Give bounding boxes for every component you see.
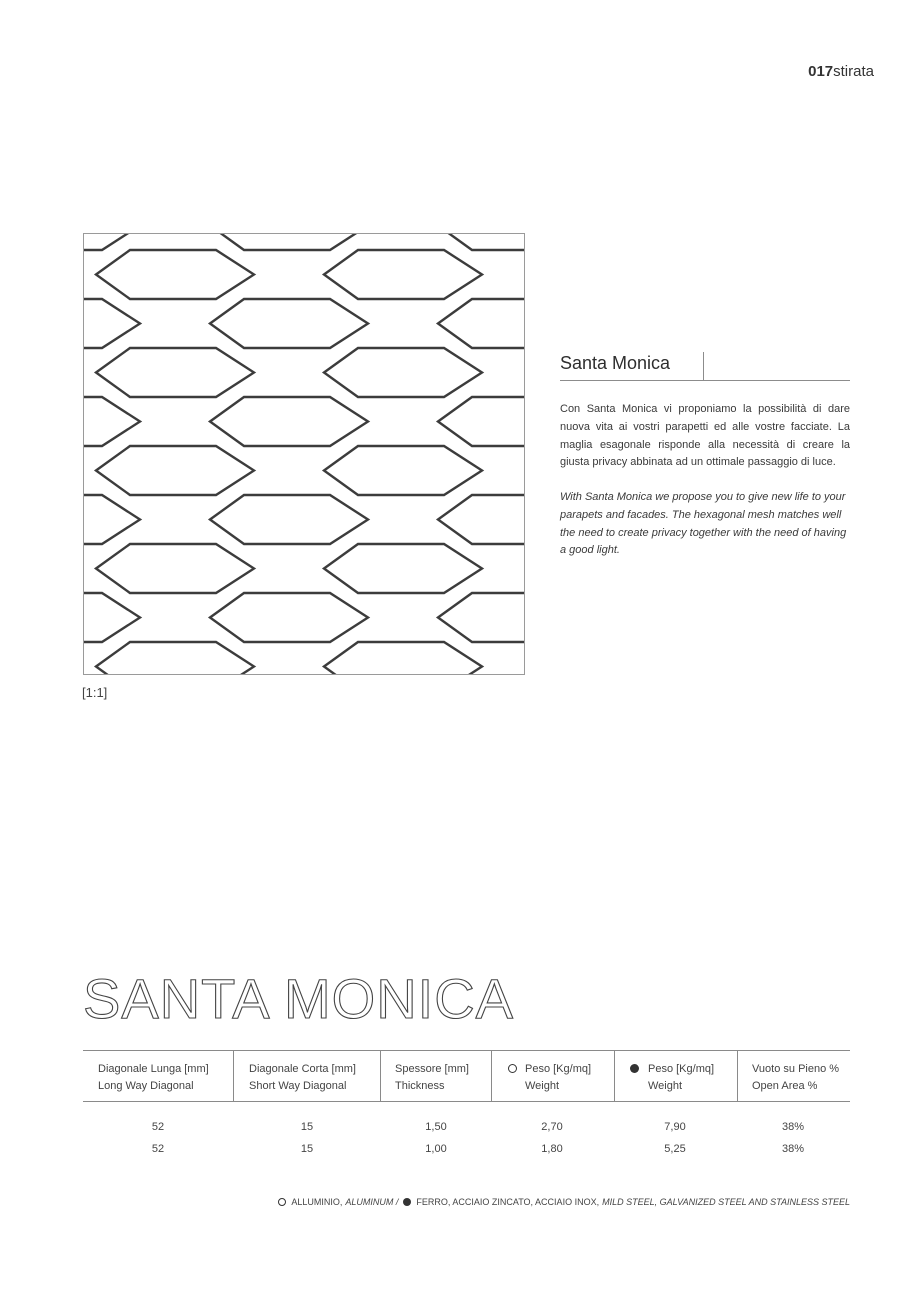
- mesh-cell: [84, 234, 140, 250]
- table-cell: 15: [300, 1121, 314, 1133]
- header-it: Diagonale Lunga [mm]: [98, 1063, 209, 1075]
- header-en: Open Area %: [752, 1080, 818, 1092]
- header-en: Thickness: [395, 1080, 445, 1092]
- mesh-cell: [438, 299, 524, 348]
- page-section: stirata: [833, 63, 874, 80]
- mesh-cell: [324, 642, 482, 674]
- material-legend: [278, 1197, 850, 1207]
- mesh-cell: [96, 642, 254, 674]
- mesh-cell: [438, 593, 524, 642]
- product-name: Santa Monica: [560, 353, 671, 373]
- mesh-cell: [96, 348, 254, 397]
- mesh-cell: [84, 397, 140, 446]
- table-cell: 5,25: [664, 1143, 686, 1155]
- product-heading: [560, 352, 850, 381]
- mesh-cell: [84, 495, 140, 544]
- header-long-diagonal: [83, 1051, 233, 1101]
- header-en: Short Way Diagonal: [249, 1080, 347, 1092]
- mesh-cell: [438, 495, 524, 544]
- mesh-cell: [438, 234, 524, 250]
- mesh-cell: [324, 250, 482, 299]
- mesh-cell: [210, 495, 368, 544]
- header-weight-steel: [614, 1051, 737, 1101]
- mesh-cell: [96, 250, 254, 299]
- legend-aluminium: ALLUMINIO,: [291, 1197, 343, 1207]
- header-it: Vuoto su Pieno %: [752, 1063, 840, 1075]
- big-title: SANTA MONICA: [83, 967, 515, 1030]
- product-photo: [83, 233, 525, 675]
- mesh-cell: [210, 593, 368, 642]
- filled-circle-icon: [630, 1064, 639, 1073]
- header-short-diagonal: [233, 1051, 380, 1101]
- header-en: Weight: [525, 1080, 560, 1092]
- table-cell: 15: [300, 1143, 314, 1155]
- header-en: Long Way Diagonal: [98, 1080, 194, 1092]
- spec-table-header: [83, 1050, 850, 1102]
- legend-steel: FERRO, ACCIAIO ZINCATO, ACCIAIO INOX,: [416, 1197, 600, 1207]
- heading-divider: [703, 352, 704, 380]
- table-cell: 1,50: [425, 1121, 447, 1133]
- mesh-cell: [438, 397, 524, 446]
- mesh-cell: [84, 299, 140, 348]
- header-it: Spessore [mm]: [395, 1063, 469, 1075]
- page-number-value: 017: [808, 63, 834, 80]
- table-cell: 2,70: [541, 1121, 563, 1133]
- header-it: Diagonale Corta [mm]: [249, 1063, 356, 1075]
- header-weight-aluminium: [491, 1051, 614, 1101]
- legend-aluminium-en: ALUMINUM /: [345, 1197, 399, 1207]
- header-it: Peso [Kg/mq]: [525, 1063, 592, 1075]
- mesh-cell: [324, 446, 482, 495]
- mesh-cell: [210, 397, 368, 446]
- header-en: Weight: [648, 1080, 683, 1092]
- mesh-cell: [84, 593, 140, 642]
- table-cell: 1,00: [425, 1143, 447, 1155]
- hexagonal-mesh-icon: [84, 234, 524, 674]
- mesh-cell: [96, 446, 254, 495]
- table-cell: 52: [151, 1121, 165, 1133]
- header-thickness: [380, 1051, 491, 1101]
- mesh-cell: [324, 348, 482, 397]
- description-english: With Santa Monica we propose you to give new life to your parapets and facades. The hexagonal mesh matches well the need to create privacy together with the need of having a good light.: [560, 491, 847, 557]
- scale-label: [1:1]: [82, 685, 108, 700]
- mesh-cell: [324, 544, 482, 593]
- legend-steel-en: MILD STEEL, GALVANIZED STEEL AND STAINLESS STEEL: [602, 1197, 850, 1207]
- open-circle-icon: [278, 1198, 286, 1206]
- mesh-cell: [96, 544, 254, 593]
- table-cell: 38%: [781, 1143, 805, 1155]
- mesh-cell: [210, 234, 368, 250]
- table-cell: 52: [151, 1143, 165, 1155]
- description-italian: Con Santa Monica vi proponiamo la possibilità di dare nuova vita ai vostri parapetti ed alle vostre facciate. La maglia esagonale risponde alla necessità di creare la giusta privacy abbinata ad un ottimale passaggio di luce.: [560, 403, 850, 469]
- table-cell: 1,80: [541, 1143, 563, 1155]
- filled-circle-icon: [403, 1198, 411, 1206]
- header-it: Peso [Kg/mq]: [648, 1063, 715, 1075]
- mesh-cell: [210, 299, 368, 348]
- header-open-area: [737, 1051, 850, 1101]
- table-cell: 38%: [781, 1121, 805, 1133]
- table-cell: 7,90: [664, 1121, 686, 1133]
- open-circle-icon: [508, 1064, 517, 1073]
- page-number: [808, 63, 874, 80]
